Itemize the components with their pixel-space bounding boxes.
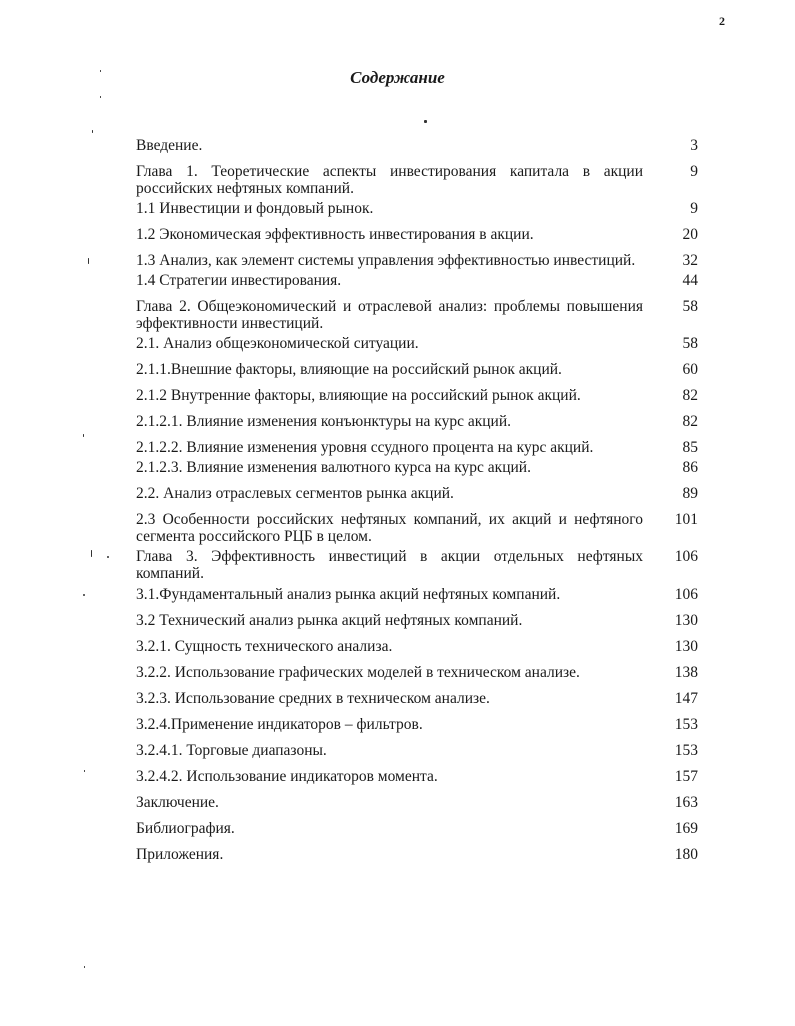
toc-entry-title: 1.4 Стратегии инвестирования. xyxy=(136,272,342,289)
scan-speck xyxy=(107,556,109,558)
toc-entry xyxy=(136,200,698,217)
toc-entry xyxy=(136,387,698,404)
toc-entry-page: 32 xyxy=(682,252,698,269)
toc-entry-page: 89 xyxy=(682,485,698,502)
toc-entry-title: 3.2.2. Использование графических моделей в техническом анализе. xyxy=(136,664,580,681)
toc-entry xyxy=(136,768,698,785)
toc-entry-title: 1.3 Анализ, как элемент системы управления эффективностью инвестиций. xyxy=(136,252,636,269)
scan-speck xyxy=(84,770,85,772)
toc-entry xyxy=(136,252,698,269)
toc-entry-page: 138 xyxy=(674,664,698,681)
toc-entry xyxy=(136,413,698,430)
toc-entry-title: Приложения. xyxy=(136,846,224,863)
toc-entry-title: 1.2 Экономическая эффективность инвестирования в акции. xyxy=(136,226,534,243)
toc-entry-title: 2.1.2.2. Влияние изменения уровня ссудного процента на курс акций. xyxy=(136,439,594,456)
toc-entry-page: 153 xyxy=(674,716,698,733)
scan-speck xyxy=(100,70,101,72)
toc-entry-page: 163 xyxy=(674,794,698,811)
toc-entry-page: 3 xyxy=(690,137,698,154)
toc-entry-title: 3.2.4.1. Торговые диапазоны. xyxy=(136,742,327,759)
page-number: 2 xyxy=(719,14,725,28)
toc-entry-page: 85 xyxy=(682,439,698,456)
toc-entry xyxy=(136,846,698,863)
toc-entry xyxy=(136,485,698,502)
toc-entry-title: 2.1. Анализ общеэкономической ситуации. xyxy=(136,335,419,352)
toc-entry-page: 153 xyxy=(674,742,698,759)
toc-entry-title: Библиография. xyxy=(136,820,235,837)
toc-entry xyxy=(136,794,698,811)
toc-entry-page: 106 xyxy=(674,586,698,603)
toc-entry-title: Введение. xyxy=(136,137,203,154)
toc-entry-title: 3.2.4.2. Использование индикаторов момента. xyxy=(136,768,438,785)
toc-entry-page: 82 xyxy=(682,413,698,430)
toc-entry xyxy=(136,586,698,603)
toc-entry-page: 130 xyxy=(674,638,698,655)
toc-entry-title: Заключение. xyxy=(136,794,219,811)
toc-entry-title: 2.1.2.3. Влияние изменения валютного курса на курс акций. xyxy=(136,459,531,476)
toc-entry xyxy=(136,511,698,545)
toc-entry-title: Глава 1. Теоретические аспекты инвестирования капитала в акции российских нефтяных компаний. xyxy=(136,163,643,197)
toc-entry-title: 3.2.1. Сущность технического анализа. xyxy=(136,638,393,655)
toc-entry xyxy=(136,298,698,332)
scan-speck xyxy=(91,550,92,557)
toc-entry-page: 20 xyxy=(682,226,698,243)
toc-entry xyxy=(136,459,698,476)
toc-entry-page: 82 xyxy=(682,387,698,404)
toc-entry xyxy=(136,361,698,378)
toc-title: Содержание xyxy=(350,68,445,87)
scan-speck xyxy=(424,120,427,123)
toc-entry-title: 1.1 Инвестиции и фондовый рынок. xyxy=(136,200,374,217)
toc-entry xyxy=(136,664,698,681)
toc-entry xyxy=(136,439,698,456)
toc-list xyxy=(136,137,698,863)
toc-entry-title: 3.2.4.Применение индикаторов – фильтров. xyxy=(136,716,423,733)
toc-entry xyxy=(136,548,698,582)
scan-speck xyxy=(88,258,89,264)
toc-entry-page: 157 xyxy=(674,768,698,785)
toc-entry-title: 3.2 Технический анализ рынка акций нефтяных компаний. xyxy=(136,612,523,629)
toc-entry-page: 44 xyxy=(682,272,698,289)
toc-entry-title: 2.3 Особенности российских нефтяных компаний, их акций и нефтяного сегмента российского РЦБ в целом. xyxy=(136,511,643,545)
toc-entry xyxy=(136,163,698,197)
toc-entry-page: 101 xyxy=(674,511,698,528)
toc-entry xyxy=(136,690,698,707)
toc-entry xyxy=(136,137,698,154)
toc-entry xyxy=(136,272,698,289)
scan-speck xyxy=(83,434,84,437)
toc-entry-title: 3.2.3. Использование средних в техническом анализе. xyxy=(136,690,490,707)
toc-entry-title: 2.1.2.1. Влияние изменения конъюнктуры на курс акций. xyxy=(136,413,512,430)
toc-entry-page: 86 xyxy=(682,459,698,476)
toc-entry-page: 180 xyxy=(674,846,698,863)
toc-entry-page: 9 xyxy=(690,163,698,180)
toc-entry-title: Глава 3. Эффективность инвестиций в акции отдельных нефтяных компаний. xyxy=(136,548,643,582)
toc-entry xyxy=(136,335,698,352)
toc-entry xyxy=(136,820,698,837)
scan-speck xyxy=(100,96,101,98)
toc-entry-title: 2.1.2 Внутренние факторы, влияющие на российский рынок акций. xyxy=(136,387,581,404)
toc-entry xyxy=(136,226,698,243)
toc-entry-page: 60 xyxy=(682,361,698,378)
toc-entry-page: 130 xyxy=(674,612,698,629)
toc-entry xyxy=(136,612,698,629)
toc-entry-title: 2.2. Анализ отраслевых сегментов рынка акций. xyxy=(136,485,454,502)
toc-entry-page: 9 xyxy=(690,200,698,217)
toc-entry-page: 58 xyxy=(682,298,698,315)
scan-speck xyxy=(84,966,85,968)
toc-entry-page: 58 xyxy=(682,335,698,352)
toc-entry xyxy=(136,716,698,733)
toc-entry-page: 169 xyxy=(674,820,698,837)
scan-speck xyxy=(83,594,85,596)
toc-entry-title: 3.1.Фундаментальный анализ рынка акций нефтяных компаний. xyxy=(136,586,561,603)
toc-entry-title: 2.1.1.Внешние факторы, влияющие на российский рынок акций. xyxy=(136,361,562,378)
toc-entry-page: 106 xyxy=(674,548,698,565)
toc-entry xyxy=(136,638,698,655)
scan-speck xyxy=(92,130,93,133)
toc-entry-page: 147 xyxy=(674,690,698,707)
toc-entry-title: Глава 2. Общеэкономический и отраслевой анализ: проблемы повышения эффективности инвестиций. xyxy=(136,298,643,332)
toc-entry xyxy=(136,742,698,759)
